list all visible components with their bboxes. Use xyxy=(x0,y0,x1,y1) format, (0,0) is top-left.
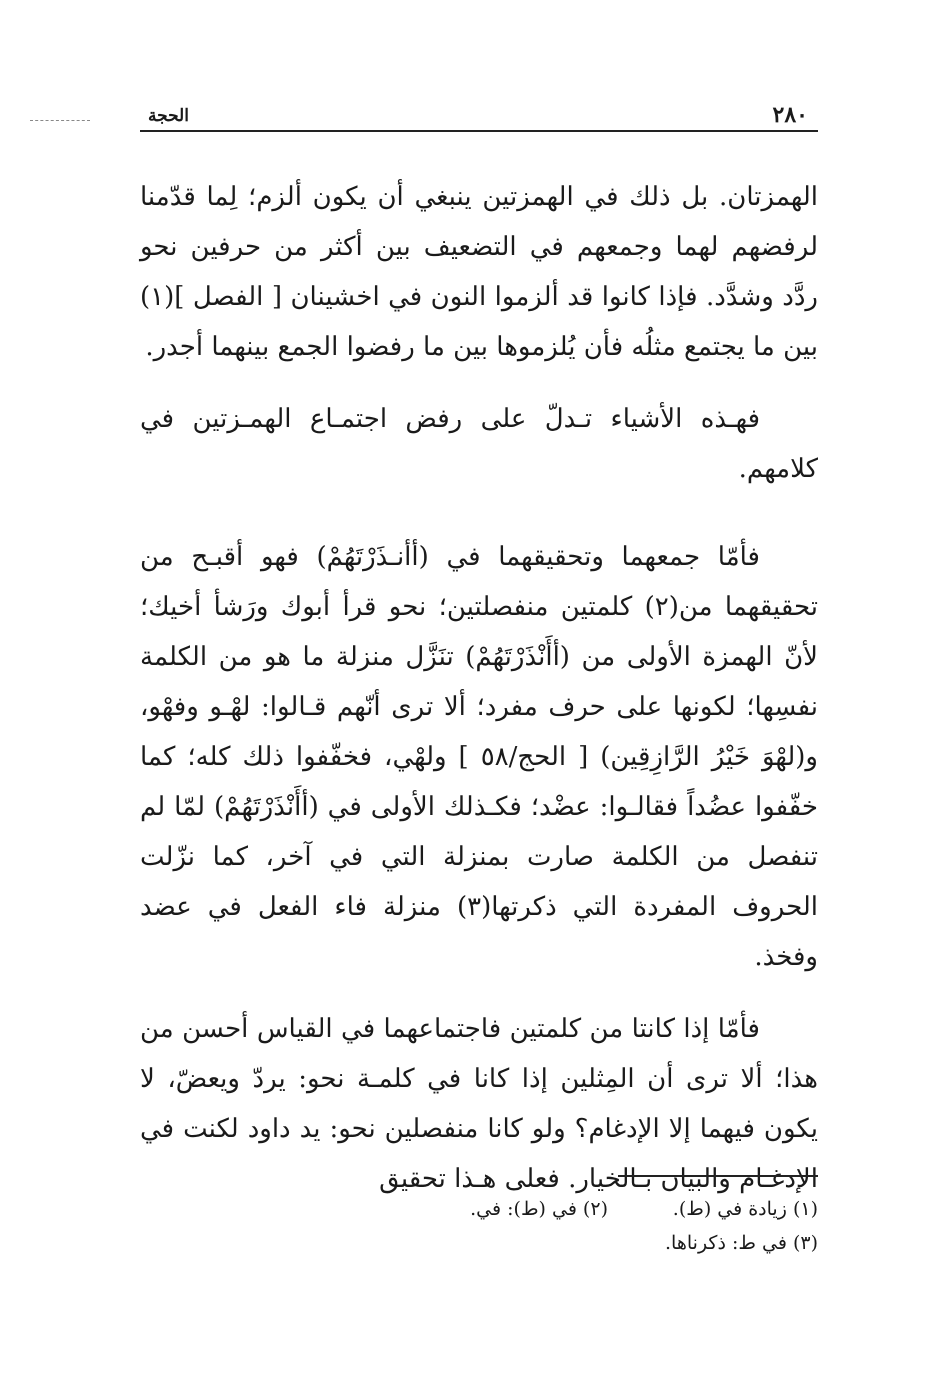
paragraph-2: فهـذه الأشياء تـدلّ على رفض اجتمـاع الهمـزتين في كلامهم. xyxy=(140,404,818,484)
scan-mark xyxy=(30,120,90,121)
footnote-1: (١) زيادة في (ط). xyxy=(672,1198,818,1220)
main-text xyxy=(140,172,818,1204)
footnotes xyxy=(140,1192,818,1260)
footnote-row xyxy=(140,1226,818,1260)
book-page xyxy=(140,100,818,1280)
paragraph-3: فأمّا جمعهما وتحقيقهما في (أأنـذَرْتَهُمْ) فهو أقبـح من تحقيقهما من(٢) كلمتين منفصلتين؛ نحو قرأ أبوك ورَشأ أخيك؛ لأنّ الهمزة الأولى من (أأَنْذَرْتَهُمْ) تنَزَّل منزلة ما هو من الكلمة نفسِها؛ لكونها على حرف مفرد؛ ألا ترى أنّهم قـالوا: لهْـو وفهْو، و(لهْوَ خَيْرُ الرَّازِقِين) [ الحج/٥٨ ] ولهْي، فخفّفوا ذلك كله؛ كما خفّفوا عضُداً فقالـوا: عضْد؛ فكـذلك الأولى في (أأَنْذَرْتَهُمْ) لمّا لم تنفصل من الكلمة صارت بمنزلة التي في آخر، كما نزّلت الحروف المفردة التي ذكرتها(٣) منزلة فاء الفعل في عضد وفخذ. xyxy=(140,542,819,972)
page-header xyxy=(140,100,818,132)
paragraph-1: الهمزتان. بل ذلك في الهمزتين ينبغي أن يكون ألزم؛ لِما قدّمنا لرفضهم لهما وجمعهم في التضعيف بين أكثر من حرفين نحو ردَّد وشدَّد. فإذا كانوا قد ألزموا النون في اخشينان [ الفصل ](١) بين ما يجتمع مثلُه فأن يُلزموها بين ما رفضوا الجمع بينهما أجدر. xyxy=(140,182,818,362)
footnote-3: (٣) في ط: ذكرناها. xyxy=(665,1232,818,1254)
page-number: ٢٨٠ xyxy=(772,102,808,128)
footnote-divider xyxy=(618,1175,818,1177)
footnote-row xyxy=(140,1192,818,1226)
running-title: الحجة xyxy=(148,106,189,126)
paragraph-4: فأمّا إذا كانتا من كلمتين فاجتماعهما في القياس أحسن من هذا؛ ألا ترى أن المِثلين إذا كانا في كلمـة نحو: يردّ ويعضّ، لا يكون فيهما إلا الإدغام؟ ولو كانا منفصلين نحو: يد داود لكنت في الإدغـام والبيان بـالخيار. فعلى هـذا تحقيق xyxy=(140,1014,818,1194)
footnote-2: (٢) في (ط): في. xyxy=(470,1198,608,1220)
